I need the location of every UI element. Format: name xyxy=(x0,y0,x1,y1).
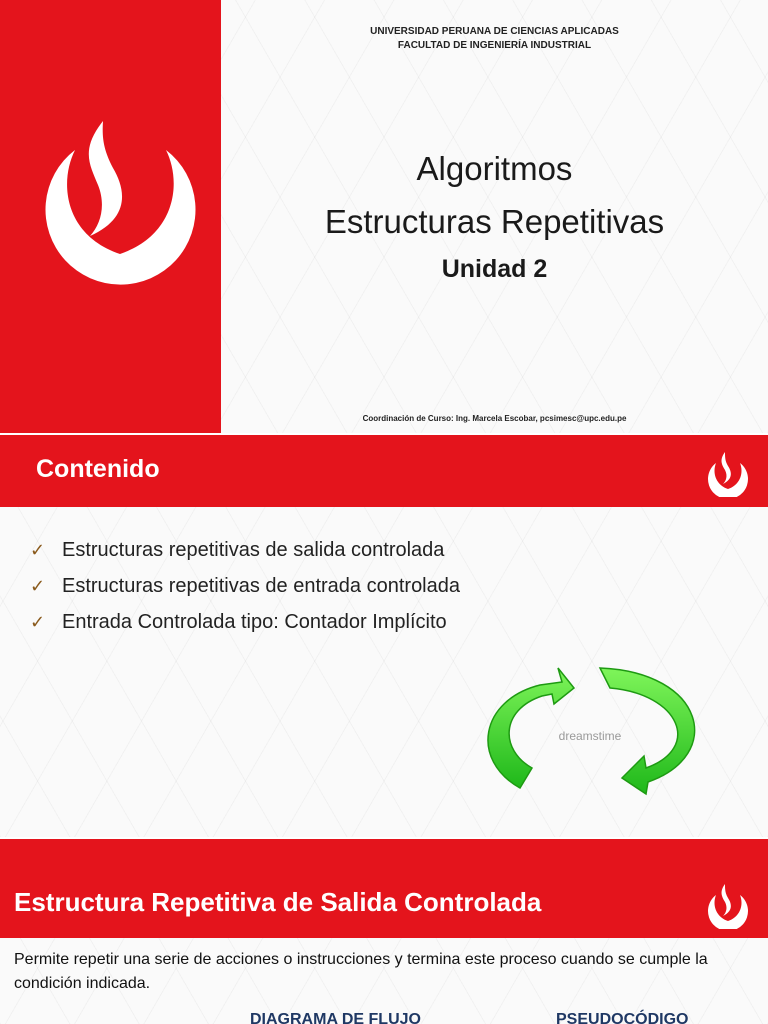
coordination-credit: Coordinación de Curso: Ing. Marcela Escobar, pcsimesc@upc.edu.pe xyxy=(362,414,627,423)
institution-header xyxy=(221,25,768,53)
section-heading: Contenido xyxy=(36,455,160,483)
upc-logo xyxy=(0,0,221,433)
upc-logo xyxy=(700,447,756,497)
section-header-bar xyxy=(0,839,768,938)
cycle-arrows-icon xyxy=(470,660,730,810)
list-item-label: Estructuras repetitivas de salida controlada xyxy=(62,538,445,561)
check-icon: ✓ xyxy=(30,611,46,632)
check-icon: ✓ xyxy=(30,539,46,560)
section-heading: Estructura Repetitiva de Salida Controlada xyxy=(14,887,542,917)
check-icon: ✓ xyxy=(30,575,46,596)
column-heading-flowchart: DIAGRAMA DE FLUJO xyxy=(250,1011,421,1024)
list-item xyxy=(30,604,460,640)
column-heading-pseudocode: PSEUDOCÓDIGO xyxy=(556,1011,689,1024)
slide-subtitle: Estructuras Repetitivas xyxy=(324,203,665,240)
section-header-bar xyxy=(0,435,768,507)
title-slide xyxy=(0,0,768,433)
upc-logo xyxy=(700,879,756,929)
university-name: UNIVERSIDAD PERUANA DE CIENCIAS APLICADAS xyxy=(370,26,619,37)
unit-label: Unidad 2 xyxy=(441,255,548,283)
description-text: Permite repetir una serie de acciones o instrucciones y termina este proceso cuando se cumple la condición indicada. xyxy=(14,951,708,992)
contents-list xyxy=(30,532,460,640)
slide-title: Algoritmos xyxy=(416,150,573,187)
brand-panel xyxy=(0,0,221,433)
list-item xyxy=(30,568,460,604)
faculty-name: FACULTAD DE INGENIERÍA INDUSTRIAL xyxy=(397,40,592,51)
list-item xyxy=(30,532,460,568)
exit-controlled-slide xyxy=(0,839,768,1024)
contents-slide xyxy=(0,435,768,837)
list-item-label: Estructuras repetitivas de entrada controlada xyxy=(62,574,460,597)
list-item-label: Entrada Controlada tipo: Contador Implícito xyxy=(62,610,447,633)
watermark-text: dreamstime xyxy=(558,729,622,743)
